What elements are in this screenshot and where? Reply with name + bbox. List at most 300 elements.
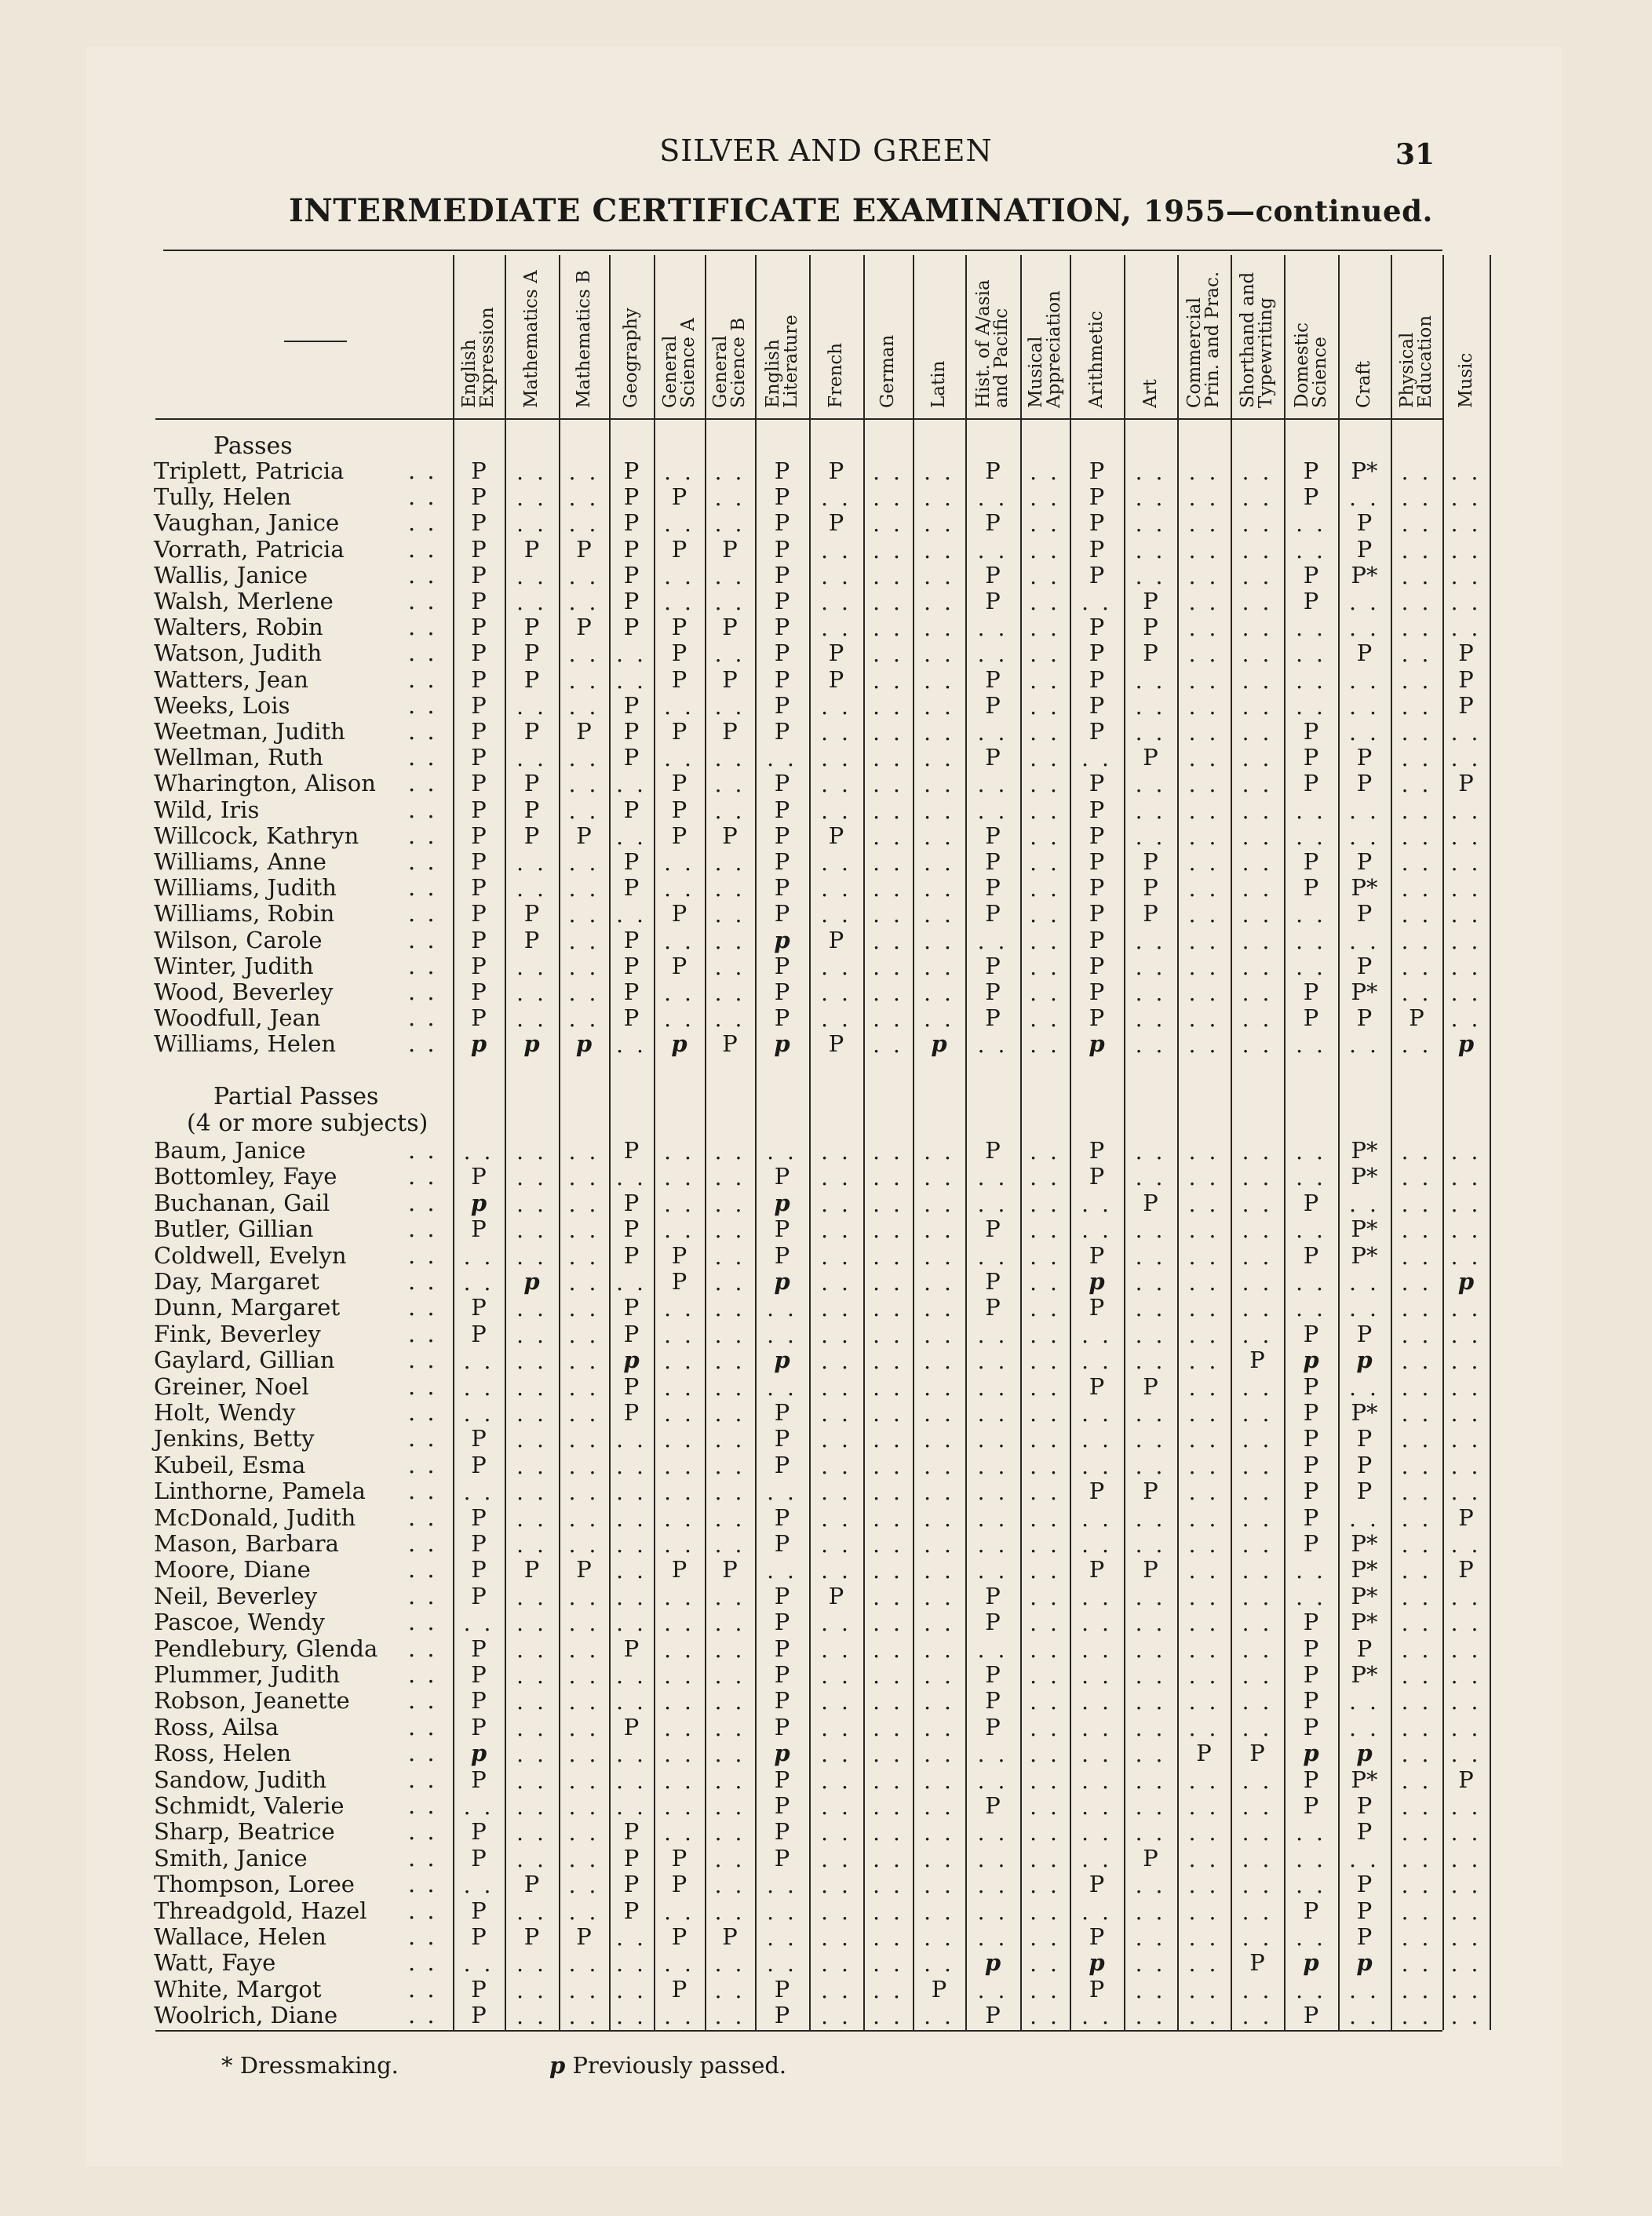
dots: . . xyxy=(568,1741,600,1768)
grade-pass: P xyxy=(722,1556,738,1584)
dots: . . xyxy=(1450,563,1482,589)
dots: . . xyxy=(714,1610,746,1637)
grade-pass: P xyxy=(623,1399,640,1426)
dots: . . xyxy=(664,1689,695,1715)
dots: . . xyxy=(1450,1715,1482,1741)
grade-pass: P xyxy=(1089,1871,1105,1898)
dots: . . xyxy=(924,1820,954,1846)
dots: . . xyxy=(1349,1270,1380,1296)
student-name: Mason, Barbara xyxy=(154,1530,339,1557)
dots: . . xyxy=(1030,1767,1060,1794)
dots: . . xyxy=(1349,1846,1380,1872)
grade-pass: P xyxy=(671,1556,687,1584)
dots: . . xyxy=(873,1032,903,1059)
dots: . . xyxy=(1401,1479,1432,1506)
grade-pass: P xyxy=(985,952,1001,979)
dots: . . xyxy=(1030,1139,1060,1164)
dots: . . xyxy=(714,928,746,954)
grade-pass: P* xyxy=(1351,561,1378,589)
dots: . . xyxy=(714,1898,746,1925)
grade-pass: P xyxy=(985,1661,1001,1688)
dots: . . xyxy=(1242,563,1273,589)
dots: . . xyxy=(1242,1243,1273,1270)
dots: . . xyxy=(568,1767,600,1794)
dots: . . xyxy=(767,1321,797,1348)
dots: . . xyxy=(821,953,852,980)
dots: . . xyxy=(873,1190,903,1217)
dots: . . xyxy=(821,1217,852,1244)
grade-previously-passed: p xyxy=(470,1030,487,1058)
dots: . . xyxy=(873,850,903,876)
dots: . . xyxy=(1450,1374,1482,1401)
column-divider xyxy=(559,255,560,2030)
grade-pass: P xyxy=(985,744,1001,771)
dots: . . xyxy=(1030,1741,1060,1768)
grade-pass: P xyxy=(1356,1792,1373,1819)
dots: . . xyxy=(568,1872,600,1899)
dots: . . xyxy=(1296,1820,1326,1846)
dots: . . xyxy=(873,1951,903,1977)
dots: . . xyxy=(516,1610,547,1637)
grade-pass: P xyxy=(1356,1425,1373,1452)
dots: . . xyxy=(924,745,954,772)
dots: . . xyxy=(714,693,746,720)
dots: . . xyxy=(516,1977,547,2003)
grade-pass: P xyxy=(1089,900,1105,928)
dots: . . xyxy=(1450,720,1482,745)
dots: . . xyxy=(1296,1846,1326,1872)
dots: . . xyxy=(516,1374,547,1401)
grade-pass: P xyxy=(471,1216,487,1243)
section-label-partial-note: (4 or more subjects) xyxy=(187,1110,428,1137)
dots: . . xyxy=(924,459,954,485)
leader-dots: . . xyxy=(408,1372,437,1400)
dots: . . xyxy=(1242,1505,1273,1532)
dots: . . xyxy=(1135,1270,1166,1296)
dots: . . xyxy=(568,980,600,1006)
grade-pass: P xyxy=(1303,979,1319,1005)
dots: . . xyxy=(1450,459,1482,485)
dots: . . xyxy=(714,1951,746,1977)
dots: . . xyxy=(924,1794,954,1820)
dots: . . xyxy=(924,850,954,876)
dots: . . xyxy=(516,850,547,876)
dots: . . xyxy=(1242,720,1273,745)
dots: . . xyxy=(1188,876,1220,902)
dots: . . xyxy=(568,1636,600,1663)
dots: . . xyxy=(924,720,954,745)
grade-pass: P xyxy=(471,1635,487,1662)
dots: . . xyxy=(1030,928,1060,954)
dots: . . xyxy=(568,1532,600,1558)
grade-pass: P xyxy=(1458,1503,1474,1531)
dots: . . xyxy=(977,1846,1008,1872)
dots: . . xyxy=(664,1663,695,1689)
dots: . . xyxy=(977,1925,1008,1951)
dots: . . xyxy=(924,1715,954,1741)
grade-pass: P* xyxy=(1351,1241,1378,1269)
dots: . . xyxy=(1401,1374,1432,1401)
dots: . . xyxy=(568,1479,600,1506)
dots: . . xyxy=(1401,589,1432,615)
dots: . . xyxy=(1296,1925,1326,1951)
dots: . . xyxy=(1242,1296,1273,1322)
dots: . . xyxy=(1401,902,1432,928)
dots: . . xyxy=(873,1401,903,1427)
column-divider xyxy=(1231,255,1232,2030)
grade-pass: P xyxy=(471,952,487,979)
dots: . . xyxy=(1242,1820,1273,1846)
dots: . . xyxy=(873,1321,903,1348)
dots: . . xyxy=(767,1374,797,1401)
dots: . . xyxy=(568,641,600,668)
grade-pass: P xyxy=(985,822,1001,849)
dots: . . xyxy=(1135,1898,1166,1925)
dots: . . xyxy=(1401,797,1432,824)
dots: . . xyxy=(568,902,600,928)
grade-pass: P xyxy=(471,1163,487,1190)
dots: . . xyxy=(1135,823,1166,850)
dots: . . xyxy=(1135,1217,1166,1244)
dots: . . xyxy=(1030,1584,1060,1610)
grade-pass: P xyxy=(523,614,540,641)
leader-dots: . . xyxy=(408,744,437,771)
dots: . . xyxy=(924,1401,954,1427)
grade-pass: P xyxy=(623,1635,640,1662)
grade-pass: P xyxy=(1356,509,1373,537)
dots: . . xyxy=(1030,667,1060,694)
dots: . . xyxy=(1081,1401,1112,1427)
grade-pass: P* xyxy=(1351,979,1378,1005)
dots: . . xyxy=(1135,1610,1166,1637)
dots: . . xyxy=(1349,1689,1380,1715)
grade-pass: P xyxy=(985,588,1001,614)
grade-pass: P* xyxy=(1351,457,1378,484)
dots: . . xyxy=(1188,1452,1220,1479)
student-name: McDonald, Judith xyxy=(154,1503,356,1531)
dots: . . xyxy=(873,1689,903,1715)
grade-pass: P xyxy=(471,1320,487,1347)
dots: . . xyxy=(1349,1190,1380,1217)
dots: . . xyxy=(924,1348,954,1375)
grade-pass: P xyxy=(576,1556,592,1584)
grade-pass: P xyxy=(1089,640,1105,667)
dots: . . xyxy=(924,1558,954,1584)
dots: . . xyxy=(924,667,954,694)
grade-pass: P xyxy=(523,822,540,849)
column-divider xyxy=(1124,255,1125,2030)
dots: . . xyxy=(516,459,547,485)
leader-dots: . . xyxy=(408,1582,437,1609)
dots: . . xyxy=(714,1741,746,1768)
dots: . . xyxy=(616,1032,647,1059)
grade-pass: P xyxy=(576,718,592,745)
grade-pass: P* xyxy=(1351,874,1378,902)
dots: . . xyxy=(1242,980,1273,1006)
dots: . . xyxy=(1188,720,1220,745)
dots: . . xyxy=(568,1452,600,1479)
grade-pass: P xyxy=(1089,1137,1105,1164)
dots: . . xyxy=(1401,1427,1432,1453)
dots: . . xyxy=(1030,1846,1060,1872)
dots: . . xyxy=(568,1217,600,1244)
dots: . . xyxy=(616,1164,647,1191)
dots: . . xyxy=(714,1243,746,1270)
dots: . . xyxy=(1450,1479,1482,1506)
grade-pass: P xyxy=(828,822,844,849)
grade-pass: P xyxy=(1143,614,1158,641)
grade-pass: P xyxy=(471,588,487,614)
dots: . . xyxy=(1081,1898,1112,1925)
dots: . . xyxy=(568,1321,600,1348)
dots: . . xyxy=(873,953,903,980)
dots: . . xyxy=(568,1006,600,1033)
dots: . . xyxy=(1135,1139,1166,1164)
column-header-label: Latin xyxy=(928,360,949,408)
dots: . . xyxy=(1081,589,1112,615)
dots: . . xyxy=(1081,1532,1112,1558)
grade-pass: P xyxy=(671,535,687,563)
dots: . . xyxy=(1242,1270,1273,1296)
dots: . . xyxy=(873,1872,903,1899)
dots: . . xyxy=(568,1977,600,2003)
dots: . . xyxy=(1188,1977,1220,2003)
dots: . . xyxy=(873,928,903,954)
dots: . . xyxy=(1450,1610,1482,1637)
grade-pass: P xyxy=(471,1451,487,1478)
grade-pass: P xyxy=(623,1004,640,1032)
student-name: Buchanan, Gail xyxy=(154,1189,330,1216)
dots: . . xyxy=(1188,1715,1220,1741)
column-header-label: General Science B xyxy=(710,317,749,408)
dots: . . xyxy=(1030,1164,1060,1191)
grade-pass: P xyxy=(1303,770,1319,797)
dots: . . xyxy=(664,693,695,720)
grade-pass: P xyxy=(471,1818,487,1846)
grade-pass: P xyxy=(1303,1609,1319,1636)
dots: . . xyxy=(924,1636,954,1663)
dots: . . xyxy=(463,1243,494,1270)
dots: . . xyxy=(568,745,600,772)
dots: . . xyxy=(664,1164,695,1191)
grade-previously-passed: p xyxy=(931,1030,947,1058)
dots: . . xyxy=(821,1190,852,1217)
dots: . . xyxy=(1401,1584,1432,1610)
grade-pass: P xyxy=(722,535,738,563)
dots: . . xyxy=(1081,1663,1112,1689)
dots: . . xyxy=(1081,1584,1112,1610)
leader-dots: . . xyxy=(408,614,437,641)
dots: . . xyxy=(664,1636,695,1663)
dots: . . xyxy=(873,1139,903,1164)
dots: . . xyxy=(1450,1006,1482,1033)
dots: . . xyxy=(516,563,547,589)
dots: . . xyxy=(873,1663,903,1689)
dots: . . xyxy=(924,1427,954,1453)
leader-dots: . . xyxy=(408,1661,437,1688)
leader-dots: . . xyxy=(408,1975,437,2003)
dots: . . xyxy=(1188,1296,1220,1322)
grade-pass: P xyxy=(623,744,640,771)
grade-previously-passed: p xyxy=(1089,1268,1105,1295)
dots: . . xyxy=(616,1663,647,1689)
dots: . . xyxy=(616,1505,647,1532)
dots: . . xyxy=(1081,1505,1112,1532)
dots: . . xyxy=(516,1898,547,1925)
student-name: Neil, Beverley xyxy=(154,1582,318,1609)
grade-pass: P xyxy=(1356,1871,1373,1898)
grade-previously-passed: p xyxy=(1303,1740,1319,1767)
dots: . . xyxy=(1242,1321,1273,1348)
dots: . . xyxy=(1188,928,1220,954)
dots: . . xyxy=(616,641,647,668)
dots: . . xyxy=(1030,1951,1060,1977)
dots: . . xyxy=(977,1374,1008,1401)
grade-pass: P* xyxy=(1351,1399,1378,1426)
dots: . . xyxy=(616,1584,647,1610)
dots: . . xyxy=(1450,1663,1482,1689)
leader-dots: . . xyxy=(408,848,437,875)
dots: . . xyxy=(616,1794,647,1820)
grade-pass: P xyxy=(985,900,1001,928)
dots: . . xyxy=(1401,876,1432,902)
dots: . . xyxy=(516,511,547,538)
dots: . . xyxy=(873,980,903,1006)
grade-pass: P xyxy=(1143,588,1158,614)
dots: . . xyxy=(568,797,600,824)
page-number: 31 xyxy=(1395,138,1435,171)
dots: . . xyxy=(1401,823,1432,850)
dots: . . xyxy=(1030,589,1060,615)
grade-pass: P xyxy=(774,1163,790,1190)
grade-pass: P xyxy=(671,1923,687,1950)
dots: . . xyxy=(1188,2003,1220,2030)
dots: . . xyxy=(977,1767,1008,1794)
dots: . . xyxy=(873,537,903,563)
dots: . . xyxy=(1401,1636,1432,1663)
dots: . . xyxy=(664,1610,695,1637)
dots: . . xyxy=(873,1610,903,1637)
grade-pass: P xyxy=(1143,1372,1158,1400)
dots: . . xyxy=(1296,641,1326,668)
dots: . . xyxy=(1450,823,1482,850)
dots: . . xyxy=(1401,980,1432,1006)
grade-pass: P xyxy=(671,640,687,667)
column-divider xyxy=(965,255,967,2030)
dots: . . xyxy=(1135,1401,1166,1427)
grade-pass: P xyxy=(1303,2002,1319,2029)
dots: . . xyxy=(1030,1794,1060,1820)
grade-pass: P xyxy=(671,483,687,511)
grade-pass: P xyxy=(471,1294,487,1321)
dots: . . xyxy=(924,1872,954,1899)
dots: . . xyxy=(873,1374,903,1401)
dots: . . xyxy=(1030,720,1060,745)
dots: . . xyxy=(1188,1505,1220,1532)
dots: . . xyxy=(1242,823,1273,850)
grade-pass: P xyxy=(1458,1766,1474,1793)
grade-pass: P xyxy=(774,1844,790,1872)
column-divider xyxy=(863,255,865,2030)
column-divider xyxy=(1070,255,1071,2030)
grade-pass: P xyxy=(471,535,487,563)
dots: . . xyxy=(821,771,852,798)
dots: . . xyxy=(568,1951,600,1977)
student-name: Weetman, Judith xyxy=(154,718,345,745)
dots: . . xyxy=(924,1689,954,1715)
grade-pass: P xyxy=(774,1503,790,1531)
dots: . . xyxy=(1242,797,1273,824)
dots: . . xyxy=(1135,720,1166,745)
dots: . . xyxy=(821,1270,852,1296)
grade-pass: P xyxy=(1356,1004,1373,1032)
grade-pass: P xyxy=(985,561,1001,589)
dots: . . xyxy=(1188,1767,1220,1794)
dots: . . xyxy=(821,1374,852,1401)
grade-pass: P xyxy=(471,1582,487,1609)
dots: . . xyxy=(1030,1558,1060,1584)
leader-dots: . . xyxy=(408,1137,437,1164)
column-divider xyxy=(453,255,454,2030)
dots: . . xyxy=(1188,1925,1220,1951)
dots: . . xyxy=(1450,1243,1482,1270)
dots: . . xyxy=(977,537,1008,563)
dots: . . xyxy=(714,1401,746,1427)
grade-pass: P xyxy=(671,665,687,693)
dots: . . xyxy=(1188,1558,1220,1584)
dots: . . xyxy=(767,1296,797,1322)
dots: . . xyxy=(1135,928,1166,954)
dots: . . xyxy=(568,2003,600,2030)
grade-pass: P xyxy=(1089,822,1105,849)
student-name: Walters, Robin xyxy=(154,614,323,641)
grade-pass: P xyxy=(985,1582,1001,1609)
dots: . . xyxy=(1242,2003,1273,2030)
dots: . . xyxy=(1349,667,1380,694)
dots: . . xyxy=(1401,1296,1432,1322)
dots: . . xyxy=(516,1479,547,1506)
dots: . . xyxy=(821,1636,852,1663)
dots: . . xyxy=(1296,1139,1326,1164)
dots: . . xyxy=(1242,1794,1273,1820)
dots: . . xyxy=(664,1505,695,1532)
grade-pass: P xyxy=(623,457,640,484)
dots: . . xyxy=(977,1741,1008,1768)
dots: . . xyxy=(1450,1741,1482,1768)
student-name: Fink, Beverley xyxy=(154,1320,321,1347)
grade-previously-passed: p xyxy=(774,926,790,953)
dots: . . xyxy=(1242,953,1273,980)
grade-pass: P xyxy=(623,691,640,719)
column-header-label: Shorthand and Typewriting xyxy=(1238,272,1276,408)
dots: . . xyxy=(767,1951,797,1977)
dots: . . xyxy=(1242,693,1273,720)
grade-previously-passed: p xyxy=(671,1030,687,1058)
dots: . . xyxy=(714,641,746,668)
dots: . . xyxy=(516,1321,547,1348)
grade-pass: P xyxy=(1458,770,1474,797)
dots: . . xyxy=(714,902,746,928)
dots: . . xyxy=(1401,1032,1432,1059)
grade-previously-passed: p xyxy=(1303,1347,1319,1374)
dots: . . xyxy=(616,1427,647,1453)
dots: . . xyxy=(1030,1217,1060,1244)
dots: . . xyxy=(516,1348,547,1375)
grade-pass: P xyxy=(471,483,487,511)
dots: . . xyxy=(1081,1820,1112,1846)
dots: . . xyxy=(568,1584,600,1610)
dots: . . xyxy=(616,1479,647,1506)
